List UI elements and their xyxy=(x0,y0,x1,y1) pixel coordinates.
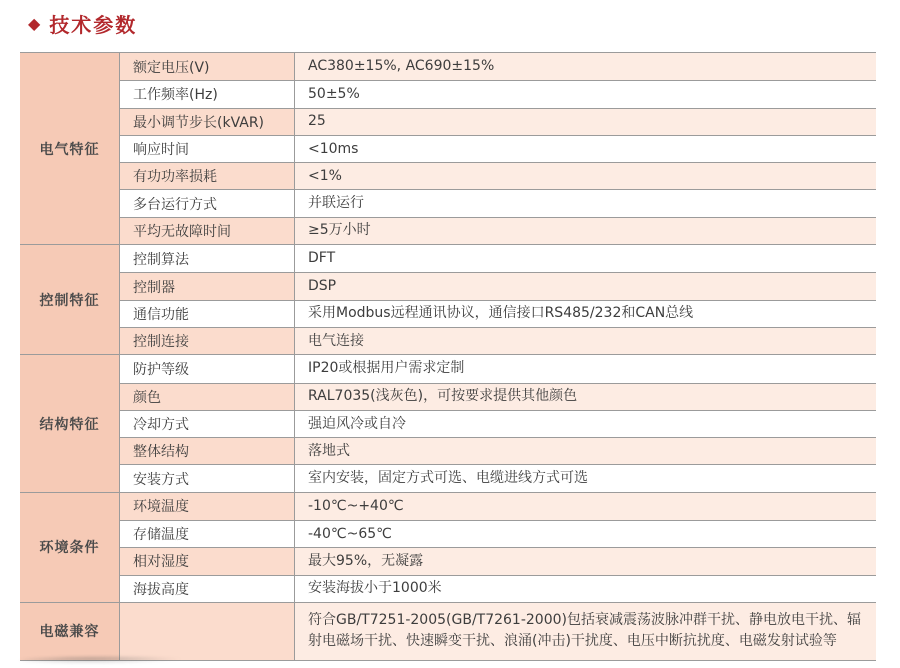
section-title xyxy=(28,9,137,38)
category-cell: 电磁兼容 xyxy=(20,603,120,660)
table-row xyxy=(120,162,876,189)
value-cell: -10℃~+40℃ xyxy=(295,493,876,520)
table-row xyxy=(120,327,876,354)
table-row xyxy=(120,383,876,410)
param-cell: 海拔高度 xyxy=(120,576,295,602)
param-cell: 响应时间 xyxy=(120,136,295,162)
value-cell: 符合GB/T7251-2005(GB/T7261-2000)包括衰减震荡波脉冲群干扰、静电放电干扰、辐射电磁场干扰、快速瞬变干扰、浪涌(冲击)干扰度、电压中断抗扰度、电磁发射试验等 xyxy=(295,603,876,660)
table-row xyxy=(120,108,876,135)
param-cell: 安装方式 xyxy=(120,465,295,491)
value-cell: <10ms xyxy=(295,136,876,162)
value-cell: 最大95%，无凝露 xyxy=(295,548,876,574)
param-cell: 平均无故障时间 xyxy=(120,218,295,244)
table-row xyxy=(120,437,876,464)
spec-section xyxy=(20,355,876,492)
value-cell: ≥5万小时 xyxy=(295,218,876,244)
table-row xyxy=(120,53,876,80)
value-cell: AC380±15%, AC690±15% xyxy=(295,53,876,80)
diamond-icon: ◆ xyxy=(28,13,41,33)
table-shadow xyxy=(20,657,190,664)
param-cell xyxy=(120,603,295,660)
value-cell: DSP xyxy=(295,273,876,299)
param-cell: 额定电压(V) xyxy=(120,53,295,80)
param-cell: 相对湿度 xyxy=(120,548,295,574)
table-row xyxy=(120,245,876,272)
param-cell: 环境温度 xyxy=(120,493,295,520)
table-row xyxy=(120,80,876,107)
value-cell: IP20或根据用户需求定制 xyxy=(295,355,876,382)
value-cell: 安装海拔小于1000米 xyxy=(295,576,876,602)
table-row xyxy=(120,410,876,437)
value-cell: <1% xyxy=(295,163,876,189)
table-row xyxy=(120,603,876,660)
category-cell: 电气特征 xyxy=(20,53,120,244)
param-cell: 整体结构 xyxy=(120,438,295,464)
category-cell: 结构特征 xyxy=(20,355,120,491)
param-cell: 存储温度 xyxy=(120,521,295,547)
param-cell: 控制连接 xyxy=(120,328,295,354)
param-cell: 有功功率损耗 xyxy=(120,163,295,189)
table-row xyxy=(120,217,876,244)
table-row xyxy=(120,464,876,491)
spec-section xyxy=(20,53,876,245)
category-cell: 控制特征 xyxy=(20,245,120,354)
value-cell: 电气连接 xyxy=(295,328,876,354)
param-cell: 颜色 xyxy=(120,384,295,410)
spec-section xyxy=(20,603,876,661)
spec-table xyxy=(20,52,876,661)
table-row xyxy=(120,135,876,162)
table-row xyxy=(120,547,876,574)
value-cell: DFT xyxy=(295,245,876,272)
table-row xyxy=(120,575,876,602)
value-cell: 强迫风冷或自冷 xyxy=(295,411,876,437)
table-row xyxy=(120,189,876,216)
value-cell: 室内安装，固定方式可选、电缆进线方式可选 xyxy=(295,465,876,491)
param-cell: 防护等级 xyxy=(120,355,295,382)
value-cell: 50±5% xyxy=(295,81,876,107)
param-cell: 控制算法 xyxy=(120,245,295,272)
spec-section xyxy=(20,245,876,355)
category-cell: 环境条件 xyxy=(20,493,120,602)
param-cell: 控制器 xyxy=(120,273,295,299)
param-cell: 多台运行方式 xyxy=(120,190,295,216)
param-cell: 工作频率(Hz) xyxy=(120,81,295,107)
page-title: 技术参数 xyxy=(49,13,138,37)
value-cell: RAL7035(浅灰色)，可按要求提供其他颜色 xyxy=(295,384,876,410)
table-row xyxy=(120,493,876,520)
value-cell: 并联运行 xyxy=(295,190,876,216)
value-cell: 25 xyxy=(295,109,876,135)
param-cell: 通信功能 xyxy=(120,301,295,327)
value-cell: 采用Modbus远程通讯协议，通信接口RS485/232和CAN总线 xyxy=(295,301,876,327)
table-row xyxy=(120,520,876,547)
table-row xyxy=(120,300,876,327)
table-row xyxy=(120,272,876,299)
spec-section xyxy=(20,493,876,603)
param-cell: 最小调节步长(kVAR) xyxy=(120,109,295,135)
value-cell: 落地式 xyxy=(295,438,876,464)
param-cell: 冷却方式 xyxy=(120,411,295,437)
value-cell: -40℃~65℃ xyxy=(295,521,876,547)
table-row xyxy=(120,355,876,382)
